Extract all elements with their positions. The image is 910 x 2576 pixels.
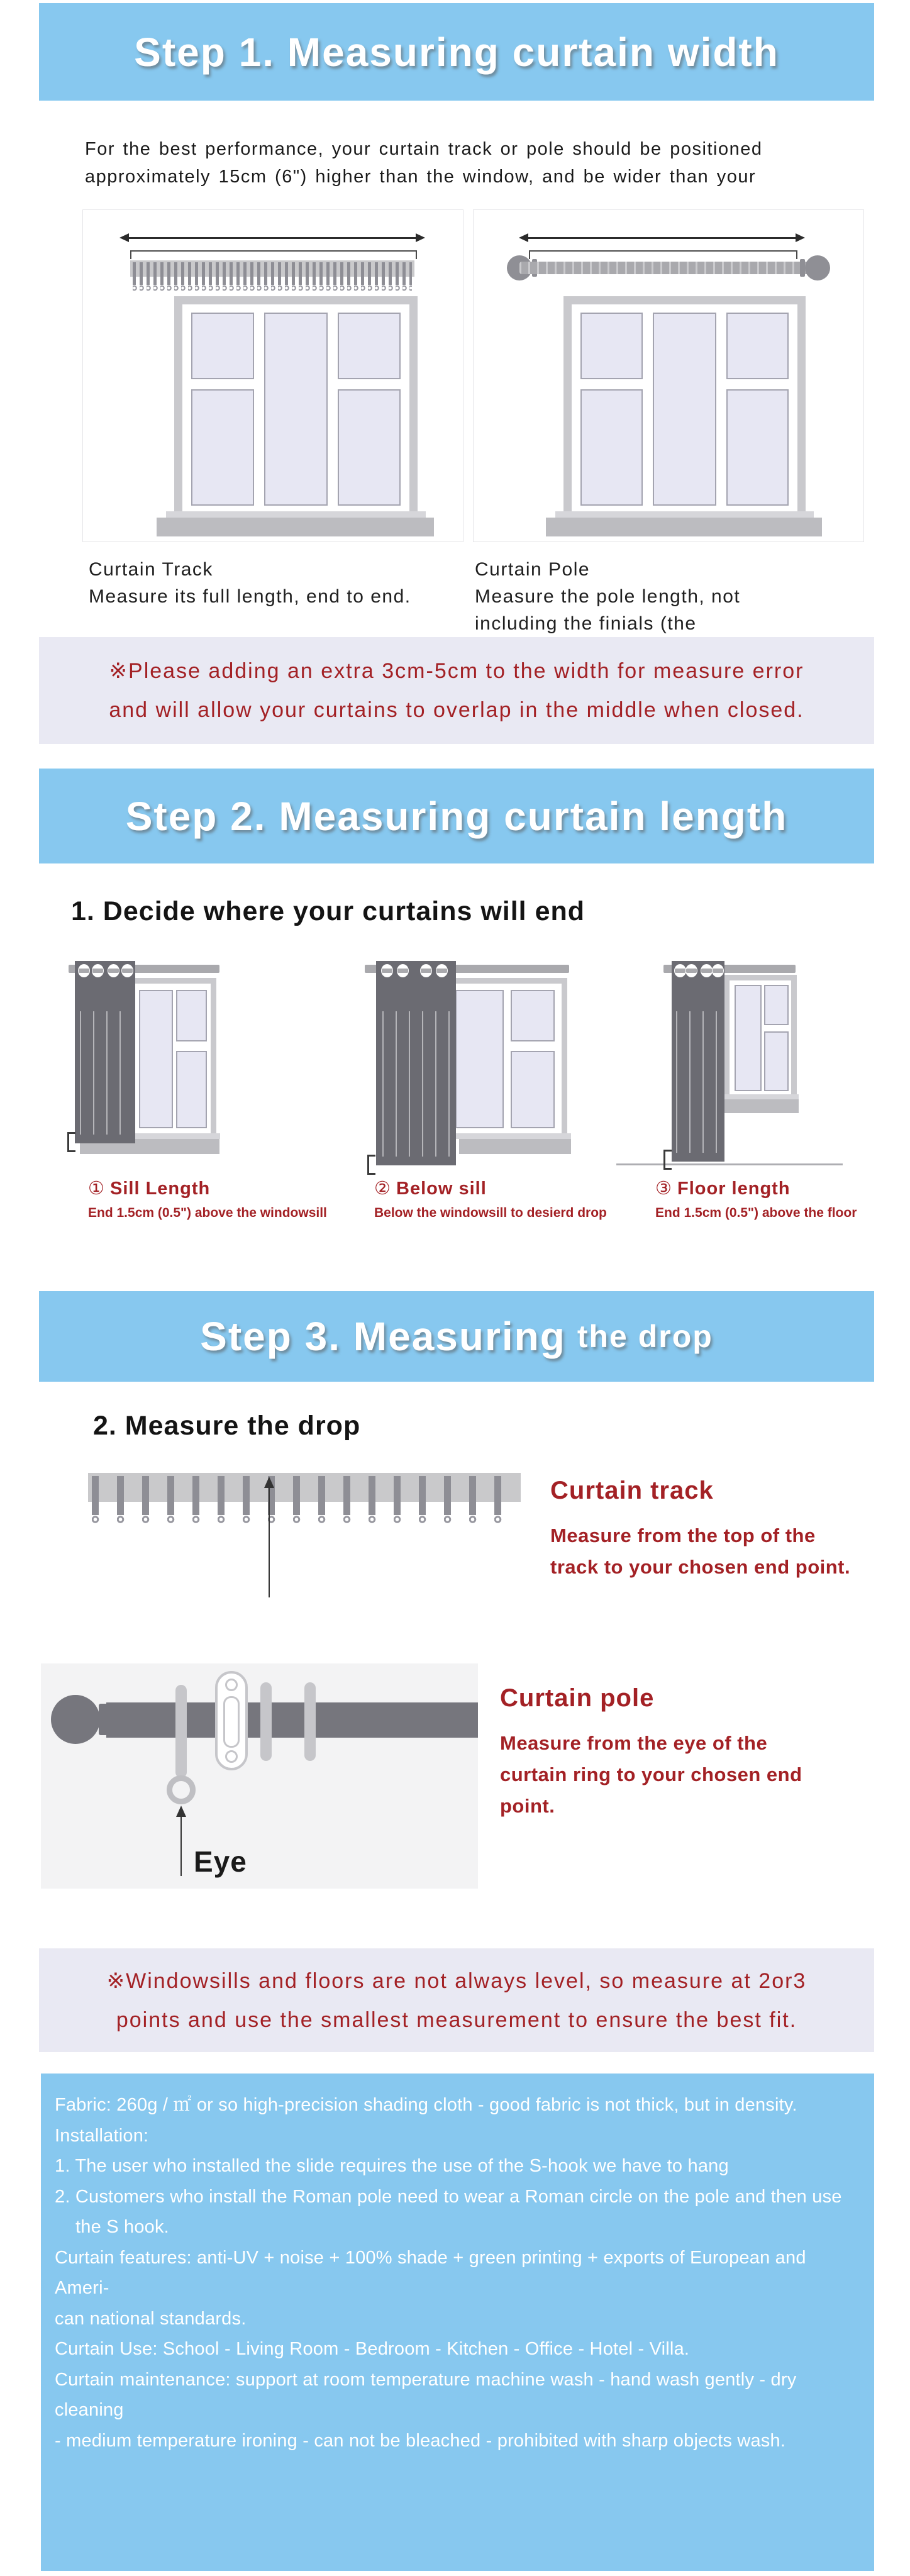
step2-heading: 1. Decide where your curtains will end (71, 896, 585, 926)
window-pane (176, 1051, 207, 1128)
pole-finial (805, 255, 830, 280)
drop-track-figure (88, 1473, 521, 1599)
bracket-slot (223, 1696, 240, 1748)
level-measure-note (39, 1948, 874, 2052)
curtain-pole-caption-title: Curtain Pole (475, 559, 591, 580)
step1-banner (39, 3, 874, 101)
window-pane (580, 389, 643, 506)
step1-intro-text (85, 135, 762, 191)
step3-banner-subtitle: the drop (577, 1319, 713, 1354)
level-measure-note-line1: ※Windowsills and floors are not always level, so measure at 2or3 (106, 1968, 807, 1993)
window-pane (191, 313, 254, 379)
floor-length-diagram (663, 961, 799, 1213)
windowsill-ledge (157, 518, 434, 536)
window (174, 296, 418, 511)
track-hooks (92, 1476, 517, 1515)
width-arrow-icon (528, 237, 796, 239)
drop-pole-line2: curtain ring to your chosen end (500, 1763, 802, 1785)
measure-mark (663, 1150, 672, 1170)
width-arrow-icon (128, 237, 416, 239)
windowsill (719, 1094, 799, 1099)
step1-banner-title: Step 1. Measuring curtain width (134, 29, 779, 75)
grommet (78, 964, 90, 977)
curtain-track-caption (89, 556, 411, 610)
grommet (701, 964, 713, 977)
footer-line: Fabric: 260g / ㎡ or so high-precision shading cloth - good fabric is not thick, but in density. (55, 2095, 797, 2115)
windowsill (555, 511, 814, 518)
drop-track-line1: Measure from the top of the (550, 1524, 816, 1546)
window (440, 978, 567, 1133)
step3-heading: 2. Measure the drop (93, 1411, 361, 1441)
grommet (381, 964, 393, 977)
bracket-screw (225, 1679, 238, 1691)
windowsill-ledge (546, 518, 822, 536)
grommet (712, 964, 724, 977)
drop-arrow-icon (264, 1477, 274, 1597)
window-pane (726, 389, 789, 506)
option-number: ② (374, 1179, 391, 1199)
step1-intro-line2: approximately 15cm (6") higher than the window, and be wider than your (85, 167, 757, 187)
drop-pole-title: Curtain pole (500, 1684, 655, 1712)
window-frame (133, 984, 211, 1133)
option-number: ③ (655, 1179, 672, 1199)
step2-banner-title: Step 2. Measuring curtain length (125, 793, 788, 839)
window-pane (139, 990, 173, 1129)
drop-track-text (550, 1477, 850, 1583)
option-desc: End 1.5cm (0.5") above the windowsill (88, 1206, 327, 1220)
option-title: Floor length (677, 1179, 791, 1199)
drop-pole-line1: Measure from the eye of the (500, 1732, 768, 1754)
window-pane (764, 985, 789, 1025)
below-sill-caption (374, 1177, 607, 1221)
footer-line: Curtain Use: School - Living Room - Bedroom - Kitchen - Office - Hotel - Villa. (55, 2339, 690, 2359)
grommet (420, 964, 432, 977)
window (127, 978, 216, 1133)
option-number: ① (88, 1179, 105, 1199)
windowsill (166, 511, 426, 518)
curtain-pole-rod (106, 1702, 478, 1738)
window-pane (726, 313, 789, 379)
drop-pole-text (500, 1684, 802, 1822)
option-desc: End 1.5cm (0.5") above the floor (655, 1206, 857, 1220)
window-frame (446, 984, 562, 1133)
sill-length-caption (88, 1177, 327, 1221)
grommet (397, 964, 409, 977)
window-pane (511, 1051, 555, 1128)
footer-line: 2. Customers who install the Roman pole need to wear a Roman circle on the pole and then use (55, 2186, 842, 2207)
grommet (121, 964, 133, 977)
curtain-track-caption-body: Measure its full length, end to end. (89, 586, 411, 607)
window-frame (182, 304, 409, 511)
windowsill-ledge (459, 1139, 571, 1154)
window-pane (191, 389, 254, 506)
curtain-panel (75, 961, 135, 1143)
pole-finial (51, 1695, 100, 1744)
window (724, 975, 797, 1094)
width-measure-note (39, 637, 874, 744)
width-measure-note-line1: ※Please adding an extra 3cm-5cm to the width for measure error (109, 659, 804, 683)
curtain-track-bar (130, 260, 414, 293)
measure-bracket (529, 250, 797, 259)
curtain-pole-caption-line2: including the finials (the (475, 613, 697, 634)
window (563, 296, 806, 511)
level-measure-note-line2: points and use the smallest measurement to ensure the best fit. (116, 2007, 797, 2032)
curtain-pole-caption-line1: Measure the pole length, not (475, 586, 741, 607)
below-sill-diagram (365, 961, 571, 1213)
window-pane (764, 1031, 789, 1091)
measure-mark (367, 1155, 375, 1175)
step3-banner-title: Step 3. Measuring (200, 1314, 566, 1359)
curtain-track-diagram-panel (82, 209, 463, 542)
track-hooks (133, 262, 412, 285)
footer-line: 1. The user who installed the slide requires the use of the S-hook we have to hang (55, 2156, 729, 2176)
footer-line: Installation: (55, 2125, 149, 2146)
step2-banner (39, 769, 874, 863)
measure-bracket (130, 250, 417, 259)
eye-arrow-icon (176, 1806, 186, 1876)
step3-banner (39, 1291, 874, 1382)
eye-label: Eye (194, 1845, 247, 1878)
curtain-ring (260, 1682, 272, 1761)
option-desc: Below the windowsill to desierd drop (374, 1206, 607, 1220)
grommet (108, 964, 119, 977)
footer-line: Curtain features: anti-UV + noise + 100% shade + green printing + exports of European and Ameri- (55, 2247, 811, 2298)
curtain-pole-diagram-panel (473, 209, 864, 542)
step1-intro-line1: For the best performance, your curtain track or pole should be positioned (85, 139, 763, 159)
floor-length-caption (655, 1177, 857, 1221)
window-pane (338, 389, 401, 506)
mounting-bracket (215, 1671, 248, 1770)
window-pane (264, 313, 328, 506)
bracket-screw (225, 1750, 238, 1763)
track-glider-rings (133, 285, 412, 292)
window-frame (730, 980, 791, 1094)
grommet (436, 964, 448, 977)
window-pane (176, 990, 207, 1042)
curtain-folds (80, 1011, 131, 1135)
drop-pole-line3: point. (500, 1795, 555, 1817)
curtain-panel (376, 961, 456, 1165)
grommet (674, 964, 686, 977)
track-glider-rings (92, 1515, 517, 1525)
pole-finial-collar (800, 259, 805, 277)
sill-length-diagram (67, 961, 220, 1213)
width-measure-note-line2: and will allow your curtains to overlap in the middle when closed. (109, 698, 804, 722)
footer-line: can national standards. (55, 2308, 247, 2329)
curtain-pole-rod (519, 262, 818, 274)
window-pane (511, 990, 555, 1042)
curtain-folds (676, 1011, 721, 1153)
footer-line: the S hook. (55, 2217, 169, 2237)
curtain-track-caption-title: Curtain Track (89, 559, 213, 580)
option-title: Sill Length (110, 1179, 211, 1199)
curtain-panel (672, 961, 724, 1162)
footer-line: - medium temperature ironing - can not be bleached - prohibited with sharp objects wash. (55, 2430, 786, 2451)
curtain-pole-caption (475, 556, 740, 637)
window-pane (653, 313, 716, 506)
curtain-ring (175, 1685, 187, 1778)
option-title: Below sill (396, 1179, 487, 1199)
window-frame (572, 304, 797, 511)
eye-ring (167, 1775, 196, 1804)
drop-track-line2: track to your chosen end point. (550, 1556, 851, 1578)
windowsill-ledge (724, 1099, 799, 1113)
curtain-folds (382, 1011, 450, 1157)
grommet (92, 964, 104, 977)
measure-mark (67, 1132, 75, 1152)
footer-line: Curtain maintenance: support at room temperature machine wash - hand wash gently - dry cleaning (55, 2369, 802, 2420)
curtain-ring (304, 1682, 316, 1761)
drop-pole-figure (41, 1663, 478, 1889)
grommet (685, 964, 697, 977)
product-info-footer (41, 2074, 874, 2571)
window-pane (338, 313, 401, 379)
window-pane (580, 313, 643, 379)
window-pane (455, 990, 504, 1129)
drop-track-title: Curtain track (550, 1477, 714, 1504)
window-pane (735, 985, 762, 1091)
floor-line (616, 1163, 843, 1165)
